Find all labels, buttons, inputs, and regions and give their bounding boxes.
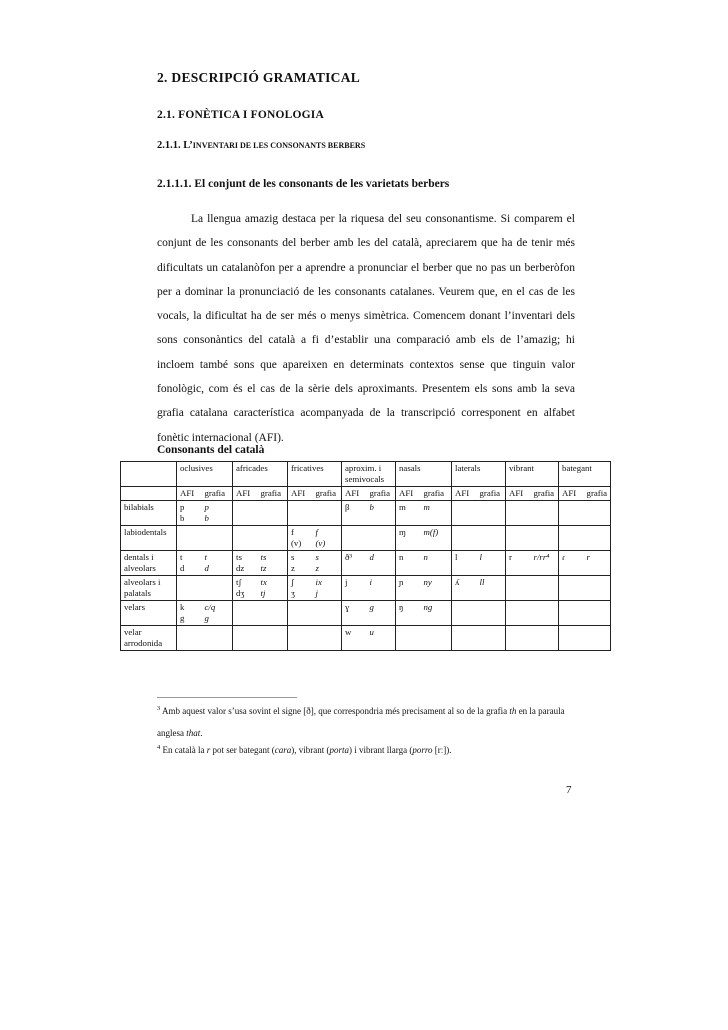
footnote-4-text-f: porta bbox=[329, 745, 349, 755]
table-cell: ny bbox=[421, 576, 452, 601]
row-label: dentals i alveolars bbox=[121, 551, 177, 576]
table-cell bbox=[477, 526, 506, 551]
table-cell bbox=[506, 601, 531, 626]
heading3-smallcaps: INVENTARI DE LES CONSONANTS BERBERS bbox=[192, 141, 366, 150]
table-cell: ʃ ʒ bbox=[288, 576, 313, 601]
table-cell bbox=[313, 626, 342, 651]
column-header: africades bbox=[233, 462, 288, 487]
body-paragraph: La llengua amazig destaca per la riquesa del seu consonantisme. Si comparem el conjunt de les consonants del berber amb les del català, apreciarem que ha de tenir més dificultats un catalanòfon per a aprendre a pronunciar el berber que no pas un berberòfon per a dominar la pronunciació de les consonants catalanes. Veurem que, en el cas de les vocals, la dificultat ha de ser més o menys simètrica. Comencem donant l’inventari dels sons consonàntics del català a fi d’establir una comparació amb els de l’amazig; hi incloem també sons que apareixen en determinats contextos sense que tinguin valor fonològic, com és el cas de la sèrie dels aproximants. Presentem els sons amb la seva grafia catalana característica acompanyada de la transcripció corresponent en alfabet fonètic internacional (AFI). bbox=[157, 213, 575, 444]
table-cell bbox=[559, 576, 584, 601]
table-cell: ll bbox=[477, 576, 506, 601]
row-label: velars bbox=[121, 601, 177, 626]
table-cell bbox=[202, 526, 233, 551]
table-cell bbox=[559, 626, 584, 651]
table-cell bbox=[288, 626, 313, 651]
column-header: fricatives bbox=[288, 462, 342, 487]
table-cell bbox=[177, 626, 202, 651]
section-heading: 2. DESCRIPCIÓ GRAMATICAL bbox=[157, 70, 361, 85]
row-label: velar arrodonida bbox=[121, 626, 177, 651]
table-cell bbox=[452, 501, 477, 526]
table-cell: ng bbox=[421, 601, 452, 626]
table-cell bbox=[452, 601, 477, 626]
row-label: labiodentals bbox=[121, 526, 177, 551]
table-cell bbox=[421, 626, 452, 651]
table-cell bbox=[477, 601, 506, 626]
table-cell bbox=[531, 501, 559, 526]
footnote-4-text-i: [rː]). bbox=[432, 745, 452, 755]
table-cell bbox=[367, 526, 396, 551]
footnote-4-text-b: r bbox=[206, 745, 211, 755]
column-header: aproxim. i semivocals bbox=[342, 462, 396, 487]
table-cell: c/q g bbox=[202, 601, 233, 626]
subheader-grafia: grafia bbox=[313, 487, 342, 501]
footnote-4-text-d: cara bbox=[274, 745, 292, 755]
table-cell bbox=[177, 576, 202, 601]
subheader-afi: AFI bbox=[396, 487, 421, 501]
corner-cell bbox=[121, 462, 177, 487]
table-caption: Consonants del català bbox=[157, 444, 265, 456]
table-cell bbox=[584, 526, 611, 551]
table-row bbox=[121, 501, 611, 526]
table-cell: m bbox=[396, 501, 421, 526]
table-cell bbox=[202, 626, 233, 651]
subheader-grafia: grafia bbox=[584, 487, 611, 501]
table-cell: f (v) bbox=[288, 526, 313, 551]
footnote-4-text-a: En català la bbox=[162, 745, 207, 755]
subheader-grafia: grafia bbox=[531, 487, 559, 501]
column-header: laterals bbox=[452, 462, 506, 487]
column-header: bategant bbox=[559, 462, 611, 487]
column-header: oclusives bbox=[177, 462, 233, 487]
table-cell: d bbox=[367, 551, 396, 576]
subheader-afi: AFI bbox=[288, 487, 313, 501]
table-row bbox=[121, 626, 611, 651]
corner-cell-2 bbox=[121, 487, 177, 501]
table-cell: t d bbox=[202, 551, 233, 576]
table-cell bbox=[584, 576, 611, 601]
table-cell: k g bbox=[177, 601, 202, 626]
table-row bbox=[121, 576, 611, 601]
table-cell: p b bbox=[177, 501, 202, 526]
table-cell: ix j bbox=[313, 576, 342, 601]
table-cell: r bbox=[506, 551, 531, 576]
table-cell: ɱ bbox=[396, 526, 421, 551]
table-cell: t d bbox=[177, 551, 202, 576]
table-cell: ɣ bbox=[342, 601, 367, 626]
footnote-4-text-e: ), vibrant ( bbox=[291, 745, 330, 755]
table-cell: r bbox=[584, 551, 611, 576]
table-cell bbox=[233, 501, 258, 526]
table-cell bbox=[452, 526, 477, 551]
table-cell bbox=[177, 526, 202, 551]
table-cell bbox=[288, 601, 313, 626]
table-cell bbox=[506, 526, 531, 551]
footnote-4-text-c: pot ser bategant ( bbox=[210, 745, 275, 755]
table-cell: s z bbox=[313, 551, 342, 576]
footnote-4 bbox=[157, 737, 577, 761]
column-header: vibrant bbox=[506, 462, 559, 487]
heading3-prefix: 2.1.1. L’ bbox=[157, 140, 193, 151]
paragraph-heading: 2.1.1.1. El conjunt de les consonants de les varietats berbers bbox=[157, 178, 450, 190]
subsubsection-heading bbox=[157, 140, 365, 151]
table-cell: p b bbox=[202, 501, 233, 526]
row-label: bilabials bbox=[121, 501, 177, 526]
subheader-afi: AFI bbox=[452, 487, 477, 501]
table-cell: β bbox=[342, 501, 367, 526]
table-cell bbox=[559, 526, 584, 551]
consonants-table bbox=[120, 461, 611, 651]
table-cell: r/rr⁴ bbox=[531, 551, 559, 576]
table-cell bbox=[288, 501, 313, 526]
table-cell: tʃ dʒ bbox=[233, 576, 258, 601]
table-cell: s z bbox=[288, 551, 313, 576]
table-cell: i bbox=[367, 576, 396, 601]
footnote-4-text-h: porro bbox=[412, 745, 433, 755]
table-cell bbox=[506, 501, 531, 526]
table-cell bbox=[506, 626, 531, 651]
subheader-afi: AFI bbox=[233, 487, 258, 501]
table-cell bbox=[477, 626, 506, 651]
table-cell bbox=[559, 601, 584, 626]
table-cell bbox=[396, 626, 421, 651]
table-cell bbox=[584, 501, 611, 526]
footnote-3-text-c: en la paraula anglesa bbox=[157, 706, 565, 738]
table-cell bbox=[584, 626, 611, 651]
footnote-4-text-g: ) i vibrant llarga ( bbox=[349, 745, 413, 755]
subheader-afi: AFI bbox=[506, 487, 531, 501]
table-cell: w bbox=[342, 626, 367, 651]
table-cell: b bbox=[367, 501, 396, 526]
table-cell: ɲ bbox=[396, 576, 421, 601]
table-cell bbox=[531, 626, 559, 651]
subheader-grafia: grafia bbox=[367, 487, 396, 501]
table-cell bbox=[531, 601, 559, 626]
table-cell: n bbox=[421, 551, 452, 576]
footnote-3-text-a: Amb aquest valor s’usa sovint el signe [ð], que correspondria més precisament al so de la grafia bbox=[162, 706, 510, 716]
table-cell: j bbox=[342, 576, 367, 601]
table-cell bbox=[559, 501, 584, 526]
footnote-3-text-b: th bbox=[509, 706, 517, 716]
row-label: alveolars i palatals bbox=[121, 576, 177, 601]
table-cell bbox=[258, 501, 288, 526]
subheader-grafia: grafia bbox=[421, 487, 452, 501]
subheader-afi: AFI bbox=[342, 487, 367, 501]
column-header: nasals bbox=[396, 462, 452, 487]
table-cell: ts tz bbox=[258, 551, 288, 576]
table-cell bbox=[531, 576, 559, 601]
table-cell: ʎ bbox=[452, 576, 477, 601]
subheader-grafia: grafia bbox=[202, 487, 233, 501]
table-cell bbox=[313, 501, 342, 526]
footnote-3-text-d: that bbox=[186, 728, 201, 738]
table-cell: m(f) bbox=[421, 526, 452, 551]
table-cell: n bbox=[396, 551, 421, 576]
subheader-afi: AFI bbox=[177, 487, 202, 501]
table-row bbox=[121, 551, 611, 576]
footnote-4-number: 4 bbox=[157, 744, 161, 751]
table-cell: g bbox=[367, 601, 396, 626]
table-cell bbox=[342, 526, 367, 551]
table-cell bbox=[233, 601, 258, 626]
subheader-afi: AFI bbox=[559, 487, 584, 501]
table-cell bbox=[506, 576, 531, 601]
subheader-grafia: grafia bbox=[258, 487, 288, 501]
table-cell: ŋ bbox=[396, 601, 421, 626]
table-cell bbox=[202, 576, 233, 601]
table-cell bbox=[233, 526, 258, 551]
table-row bbox=[121, 526, 611, 551]
footnote-3-text-e: . bbox=[200, 728, 203, 738]
table-cell: ð³ bbox=[342, 551, 367, 576]
table-row bbox=[121, 601, 611, 626]
table-header-row bbox=[121, 462, 611, 487]
table-cell: u bbox=[367, 626, 396, 651]
page-number: 7 bbox=[566, 784, 572, 796]
table-cell: l bbox=[477, 551, 506, 576]
table-cell bbox=[233, 626, 258, 651]
table-cell: m bbox=[421, 501, 452, 526]
table-cell bbox=[477, 501, 506, 526]
subheader-grafia: grafia bbox=[477, 487, 506, 501]
table-cell bbox=[258, 526, 288, 551]
table-cell bbox=[258, 601, 288, 626]
table-cell: l bbox=[452, 551, 477, 576]
table-cell bbox=[452, 626, 477, 651]
table-cell: ts dz bbox=[233, 551, 258, 576]
footnote-3-number: 3 bbox=[157, 705, 161, 712]
table-cell bbox=[258, 626, 288, 651]
table-cell: ɾ bbox=[559, 551, 584, 576]
table-subheader-row bbox=[121, 487, 611, 501]
table-cell bbox=[313, 601, 342, 626]
subsection-heading: 2.1. FONÈTICA I FONOLOGIA bbox=[157, 109, 324, 121]
table-cell bbox=[584, 601, 611, 626]
table-cell: f (v) bbox=[313, 526, 342, 551]
table-cell: tx tj bbox=[258, 576, 288, 601]
table-cell bbox=[531, 526, 559, 551]
